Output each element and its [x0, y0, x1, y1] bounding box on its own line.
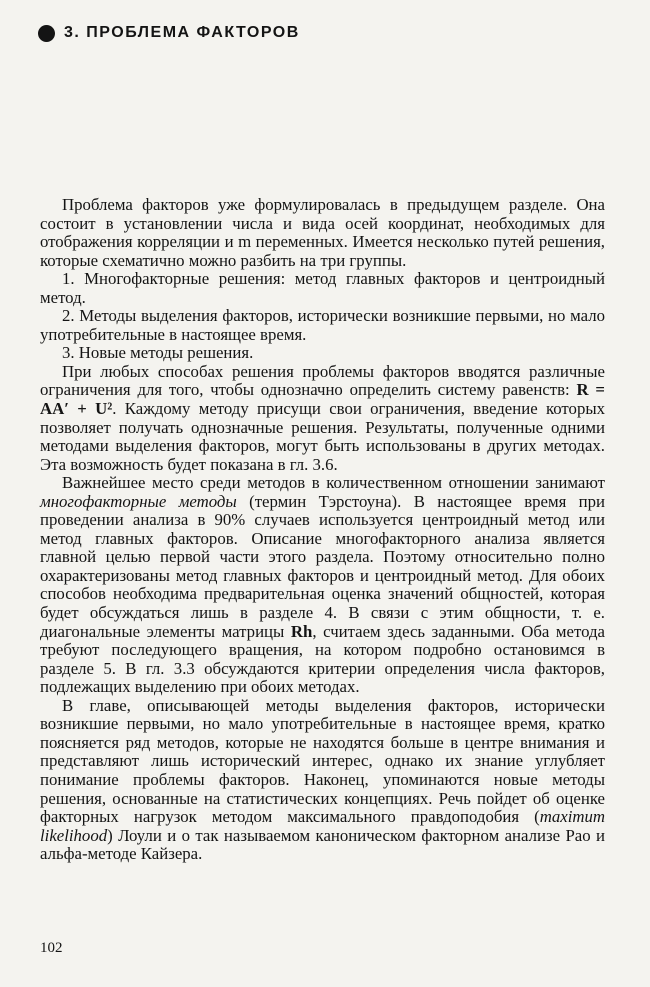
paragraph-multifactor — [40, 474, 605, 697]
body-text — [40, 196, 605, 864]
bullet-icon — [38, 25, 55, 42]
paragraph-text: В главе, описывающей методы выделения факторов, исторически возникшие первыми, но мало употребительные в настоящее время, кратко поясняется ряд методов, которые не находятся больше в центре внимания и представляют лишь исторический интерес, однако их знание углубляет понимание проблемы факторов. Наконец, упоминаются новые методы решения, основанные на статистических концепциях. Речь пойдет об оценке факторных нагрузок методом максимального правдоподобия ( — [40, 695, 605, 827]
italic-term: maximum likelihood — [40, 807, 605, 845]
list-item-2: 2. Методы выделения факторов, исторически возникшие первыми, но мало употребительные в настоящее время. — [40, 306, 605, 344]
paragraph-constraints — [40, 363, 605, 474]
paragraph-history — [40, 697, 605, 864]
section-header — [38, 24, 300, 42]
italic-term: многофакторные методы — [40, 491, 237, 511]
formula: R = AA′ + U² — [40, 380, 605, 419]
paragraph-text: , считаем здесь заданными. Оба метода требуют последующего вращения, на котором подробно остановимся в разделе 5. В гл. 3.3 обсуждаются критерии определения числа факторов, подлежащих выделению при обоих методах. — [40, 621, 605, 697]
paragraph-text: Важнейшее место среди методов в количественном отношении занимают — [62, 473, 605, 493]
page-number: 102 — [40, 940, 63, 956]
list-item-1: 1. Многофакторные решения: метод главных факторов и центроидный метод. — [40, 269, 605, 307]
section-title: 3. ПРОБЛЕМА ФАКТОРОВ — [64, 24, 300, 41]
list-item-3: 3. Новые методы решения. — [62, 343, 254, 363]
paragraph-text: При любых способах решения проблемы факторов вводятся различные ограничения для того, чтобы однозначно определить систему равенств: — [40, 361, 605, 400]
paragraph-text: . Каждому методу присущи свои ограничения, введение которых позволяет получать однозначные решения. Результаты, полученные одними методами выделения факторов, могут быть использованы в других методах. Эта возможность будет показана в гл. 3.6. — [40, 399, 605, 474]
matrix-symbol: Rh — [290, 621, 313, 641]
paragraph-text: ) Лоули и о так называемом каноническом факторном анализе Рао и альфа-методе Кайзера. — [40, 825, 605, 864]
paragraph-text: (термин Тэрстоуна). В настоящее время при проведении анализа в 90% случаев используется центроидный метод или метод главных факторов. Описание многофакторного анализа является главной целью первой части этого раздела. Поэтому относительно полно охарактеризованы метод главных факторов и центроидный метод. Для обоих способов необходима предварительная оценка значений общностей, которая будет обсуждаться лишь в разделе 4. В связи с этим общности, т. е. диагональные элементы матрицы — [40, 491, 606, 641]
paragraph-intro: Проблема факторов уже формулировалась в предыдущем разделе. Она состоит в установлении числа и вида осей координат, необходимых для отображения корреляции и m переменных. Имеется несколько путей решения, которые схематично можно разбить на три группы. — [40, 195, 605, 270]
